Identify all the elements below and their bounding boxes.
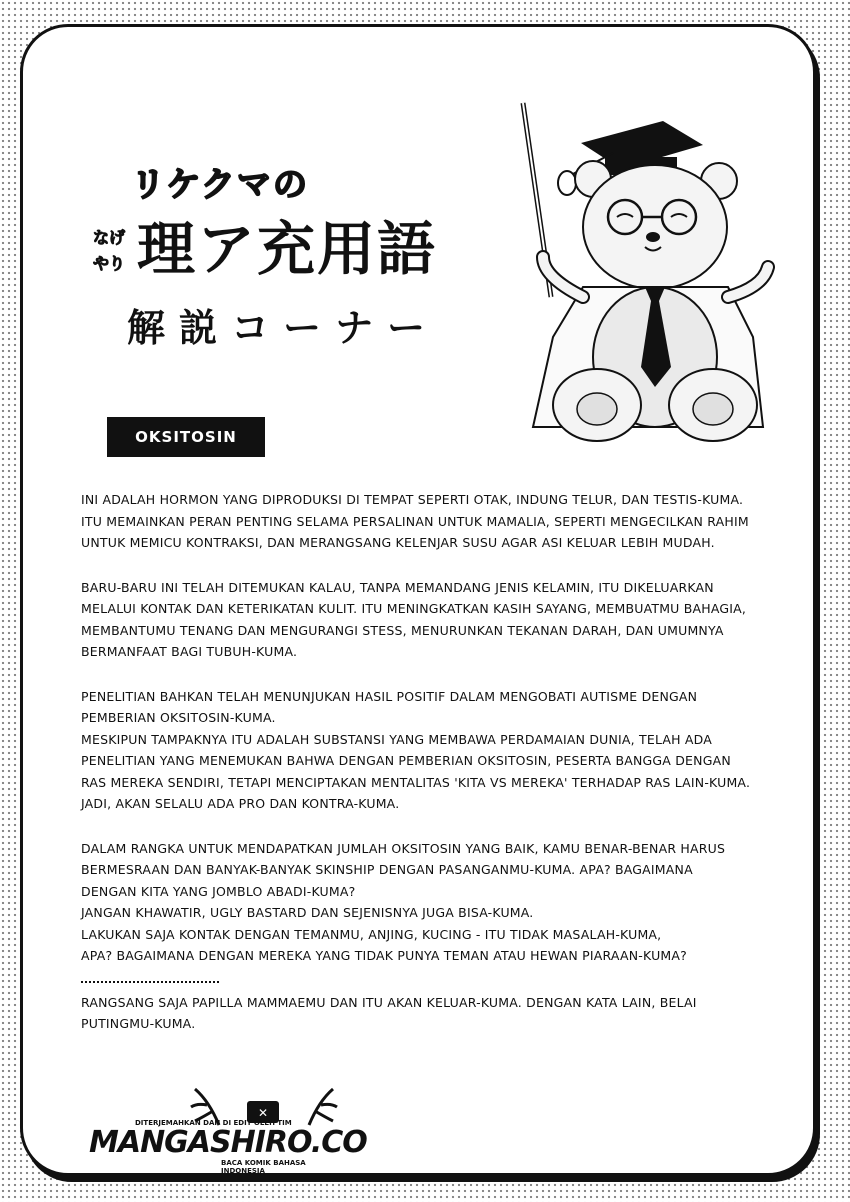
- text-line: RANGSANG SAJA PAPILLA MAMMAEMU DAN ITU AKAN KELUAR-KUMA. DENGAN KATA LAIN, BELAI: [81, 994, 697, 1010]
- text-line: DALAM RANGKA UNTUK MENDAPATKAN JUMLAH OKSITOSIN YANG BAIK, KAMU BENAR-BENAR HARUS: [81, 840, 726, 856]
- text-line: INI ADALAH HORMON YANG DIPRODUKSI DI TEMPAT SEPERTI OTAK, INDUNG TELUR, DAN TESTIS-KUMA.: [81, 492, 744, 507]
- text-line: BERMANFAAT BAGI TUBUH-KUMA.: [81, 644, 298, 659]
- text-line: PEMBERIAN OKSITOSIN-KUMA.: [81, 710, 276, 725]
- paragraph: [81, 489, 781, 554]
- text-line: UNTUK MEMICU KONTRAKSI, DAN MERANGSANG KELENJAR SUSU AGAR ASI KELUAR LEBIH MUDAH.: [81, 535, 715, 550]
- text-line: PENELITIAN YANG MENEMUKAN BAHWA DENGAN PEMBERIAN OKSITOSIN, PESERTA BANGGA DENGAN: [81, 753, 731, 768]
- dotted-separator: [81, 971, 781, 992]
- title-main: 理ア充用語: [137, 215, 438, 283]
- title-top: リケクマの: [131, 165, 309, 205]
- text-line: BARU-BARU INI TELAH DITEMUKAN KALAU, TANPA MEMANDANG JENIS KELAMIN, ITU DIKELUARKAN: [81, 579, 714, 595]
- text-line: ITU MEMAINKAN PERAN PENTING SELAMA PERSALINAN UNTUK MAMALIA, SEPERTI MENGECILKAN RAHIM: [81, 513, 749, 529]
- paragraph: [81, 577, 781, 663]
- text-line: PUTINGMU-KUMA.: [81, 1016, 196, 1031]
- title-sub: 解説コーナー: [127, 306, 440, 350]
- credit-site-name: MANGASHIRO.CO: [89, 1125, 367, 1160]
- text-line: APA? BAGAIMANA DENGAN MEREKA YANG TIDAK PUNYA TEMAN ATAU HEWAN PIARAAN-KUMA?: [81, 948, 688, 963]
- text-line: JANGAN KHAWATIR, UGLY BASTARD DAN SEJENISNYA JUGA BISA-KUMA.: [81, 905, 534, 920]
- svg-text:✕: ✕: [257, 1106, 269, 1120]
- text-line: JADI, AKAN SELALU ADA PRO DAN KONTRA-KUMA.: [81, 796, 400, 811]
- credit-small-text: DITERJEMAHKAN DAN DI EDIT OLEH TIM: [135, 1119, 292, 1127]
- text-line: MELALUI KONTAK DAN KETERIKATAN KULIT. ITU MENINGKATKAN KASIH SAYANG, MEMBUATMU BAHAGIA,: [81, 601, 747, 616]
- text-line: RAS MEREKA SENDIRI, TETAPI MENCIPTAKAN MENTALITAS 'KITA VS MEREKA' TERHADAP RAS LAIN-KUMA.: [81, 774, 751, 790]
- title-side-line: やり: [92, 254, 125, 273]
- text-line: BERMESRAAN DAN BANYAK-BANYAK SKINSHIP DENGAN PASANGANMU-KUMA. APA? BAGAIMANA: [81, 862, 693, 877]
- scanlation-credit-logo: [89, 1081, 367, 1175]
- text-line: LAKUKAN SAJA KONTAK DENGAN TEMANMU, ANJING, KUCING - ITU TIDAK MASALAH-KUMA,: [81, 926, 662, 942]
- text-line: MEMBANTUMU TENANG DAN MENGURANGI STESS, MENURUNKAN TEKANAN DARAH, DAN UMUMNYA: [81, 622, 724, 638]
- text-line: PENELITIAN BAHKAN TELAH MENUNJUKAN HASIL POSITIF DALAM MENGOBATI AUTISME DENGAN: [81, 688, 698, 704]
- bear-professor-illustration: [513, 97, 783, 457]
- text-line: DENGAN KITA YANG JOMBLO ABADI-KUMA?: [81, 883, 356, 899]
- title-side-line: なげ: [92, 228, 125, 247]
- body-text: [81, 489, 781, 1058]
- corner-title: [83, 145, 523, 365]
- page-panel: [20, 24, 816, 1176]
- term-label: OKSITOSIN: [107, 417, 265, 457]
- credit-tagline: BACA KOMIK BAHASA INDONESIA: [221, 1159, 306, 1175]
- paragraph: [81, 992, 781, 1035]
- title-side: [83, 225, 135, 277]
- paragraph: [81, 686, 781, 815]
- paragraph: [81, 838, 781, 967]
- text-line: MESKIPUN TAMPAKNYA ITU ADALAH SUBSTANSI YANG MEMBAWA PERDAMAIAN DUNIA, TELAH ADA: [81, 731, 713, 747]
